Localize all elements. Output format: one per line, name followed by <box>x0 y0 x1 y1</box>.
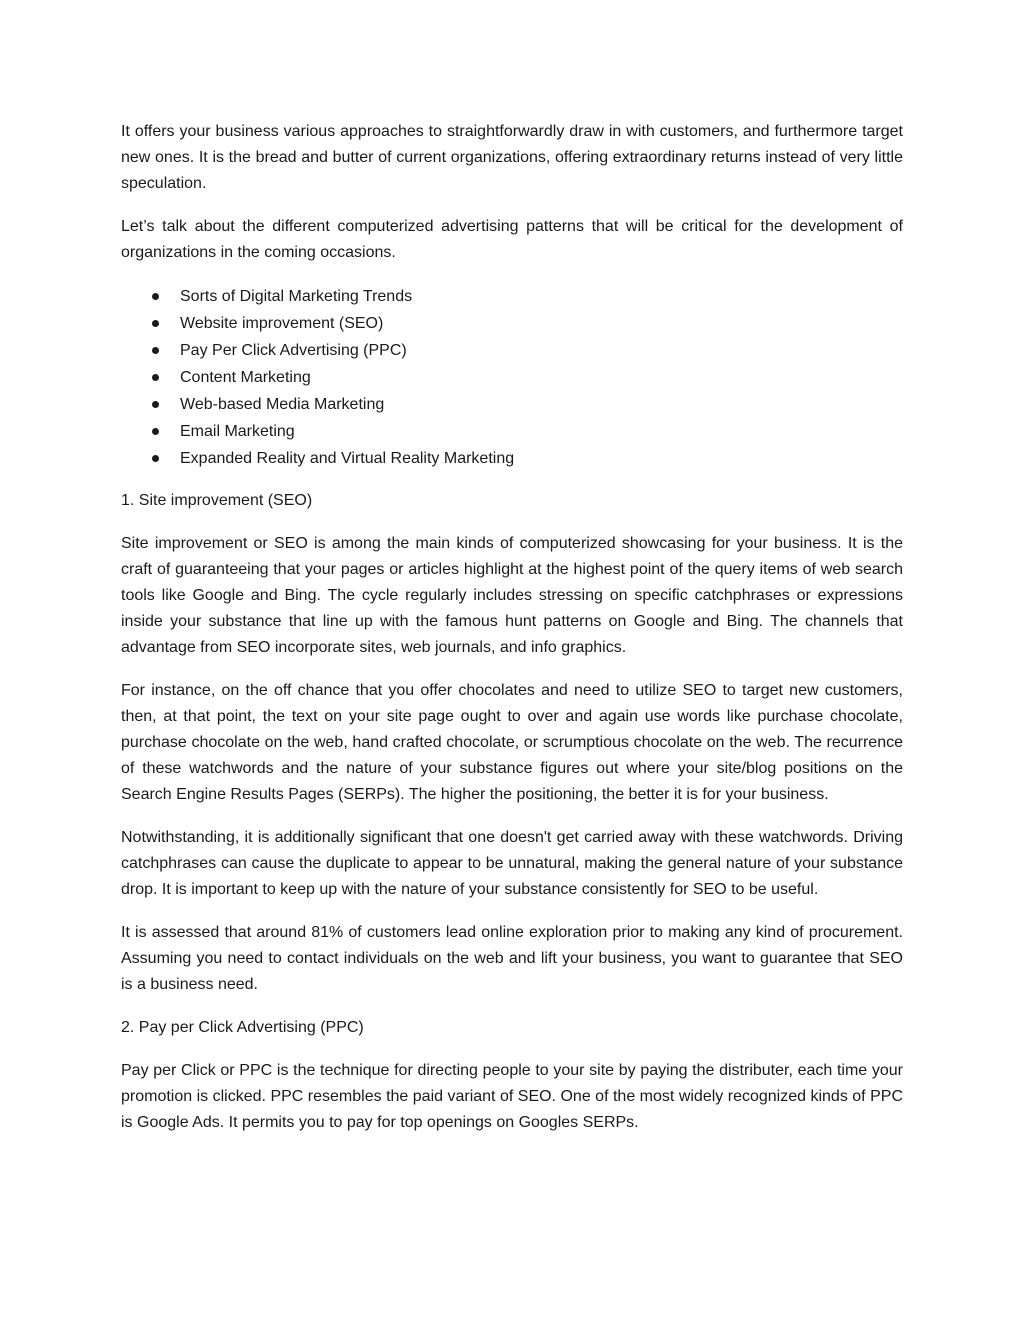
list-item <box>121 283 903 310</box>
seo-paragraph-1: Site improvement or SEO is among the main kinds of computerized showcasing for your business. It is the craft of guaranteeing that your pages or articles highlight at the highest point of the query items of web search tools like Google and Bing. The cycle regularly includes stressing on specific catchphrases or expressions inside your substance that line up with the famous hunt patterns on Google and Bing. The channels that advantage from SEO incorporate sites, web journals, and info graphics. <box>121 535 903 656</box>
bullet-icon <box>152 293 159 300</box>
trends-bullet-list <box>121 283 903 472</box>
seo-paragraph-2: For instance, on the off chance that you offer chocolates and need to utilize SEO to target new customers, then, at that point, the text on your site page ought to over and again use words like purchase chocolate, purchase chocolate on the web, hand crafted chocolate, or scrumptious chocolate on the web. The recurrence of these watchwords and the nature of your substance figures out where your site/blog positions on the Search Engine Results Pages (SERPs). The higher the positioning, the better it is for your business. <box>121 682 903 803</box>
list-item-text: Website improvement (SEO) <box>180 315 384 332</box>
document-body <box>121 119 903 1153</box>
list-item <box>121 310 903 337</box>
list-item-text: Sorts of Digital Marketing Trends <box>180 288 413 305</box>
list-item <box>121 391 903 418</box>
ppc-paragraph-1: Pay per Click or PPC is the technique for directing people to your site by paying the distributer, each time your promotion is clicked. PPC resembles the paid variant of SEO. One of the most widely recognized kinds of PPC is Google Ads. It permits you to pay for top openings on Googles SERPs. <box>121 1062 903 1131</box>
list-item-text: Expanded Reality and Virtual Reality Marketing <box>180 450 515 467</box>
seo-paragraph-4: It is assessed that around 81% of customers lead online exploration prior to making any kind of procurement. Assuming you need to contact individuals on the web and lift your business, you want to guarantee that SEO is a business need. <box>121 924 903 993</box>
list-item-text: Content Marketing <box>180 369 311 386</box>
bullet-icon <box>152 455 159 462</box>
list-item-text: Email Marketing <box>180 423 295 440</box>
seo-paragraph-3: Notwithstanding, it is additionally significant that one doesn't get carried away with these watchwords. Driving catchphrases can cause the duplicate to appear to be unnatural, making the general nature of your substance drop. It is important to keep up with the nature of your substance consistently for SEO to be useful. <box>121 829 903 898</box>
list-item <box>121 337 903 364</box>
bullet-icon <box>152 374 159 381</box>
bullet-icon <box>152 320 159 327</box>
trends-paragraph: Let’s talk about the different computerized advertising patterns that will be critical for the development of organizations in the coming occasions. <box>121 218 903 261</box>
list-item <box>121 364 903 391</box>
bullet-icon <box>152 401 159 408</box>
list-item <box>121 445 903 472</box>
list-item-text: Web-based Media Marketing <box>180 396 385 413</box>
list-item-text: Pay Per Click Advertising (PPC) <box>180 342 407 359</box>
section-heading-seo: 1. Site improvement (SEO) <box>121 492 313 509</box>
bullet-icon <box>152 347 159 354</box>
intro-paragraph: It offers your business various approaches to straightforwardly draw in with customers, and furthermore target new ones. It is the bread and butter of current organizations, offering extraordinary returns instead of very little speculation. <box>121 123 903 192</box>
section-heading-ppc: 2. Pay per Click Advertising (PPC) <box>121 1019 364 1036</box>
bullet-icon <box>152 428 159 435</box>
list-item <box>121 418 903 445</box>
